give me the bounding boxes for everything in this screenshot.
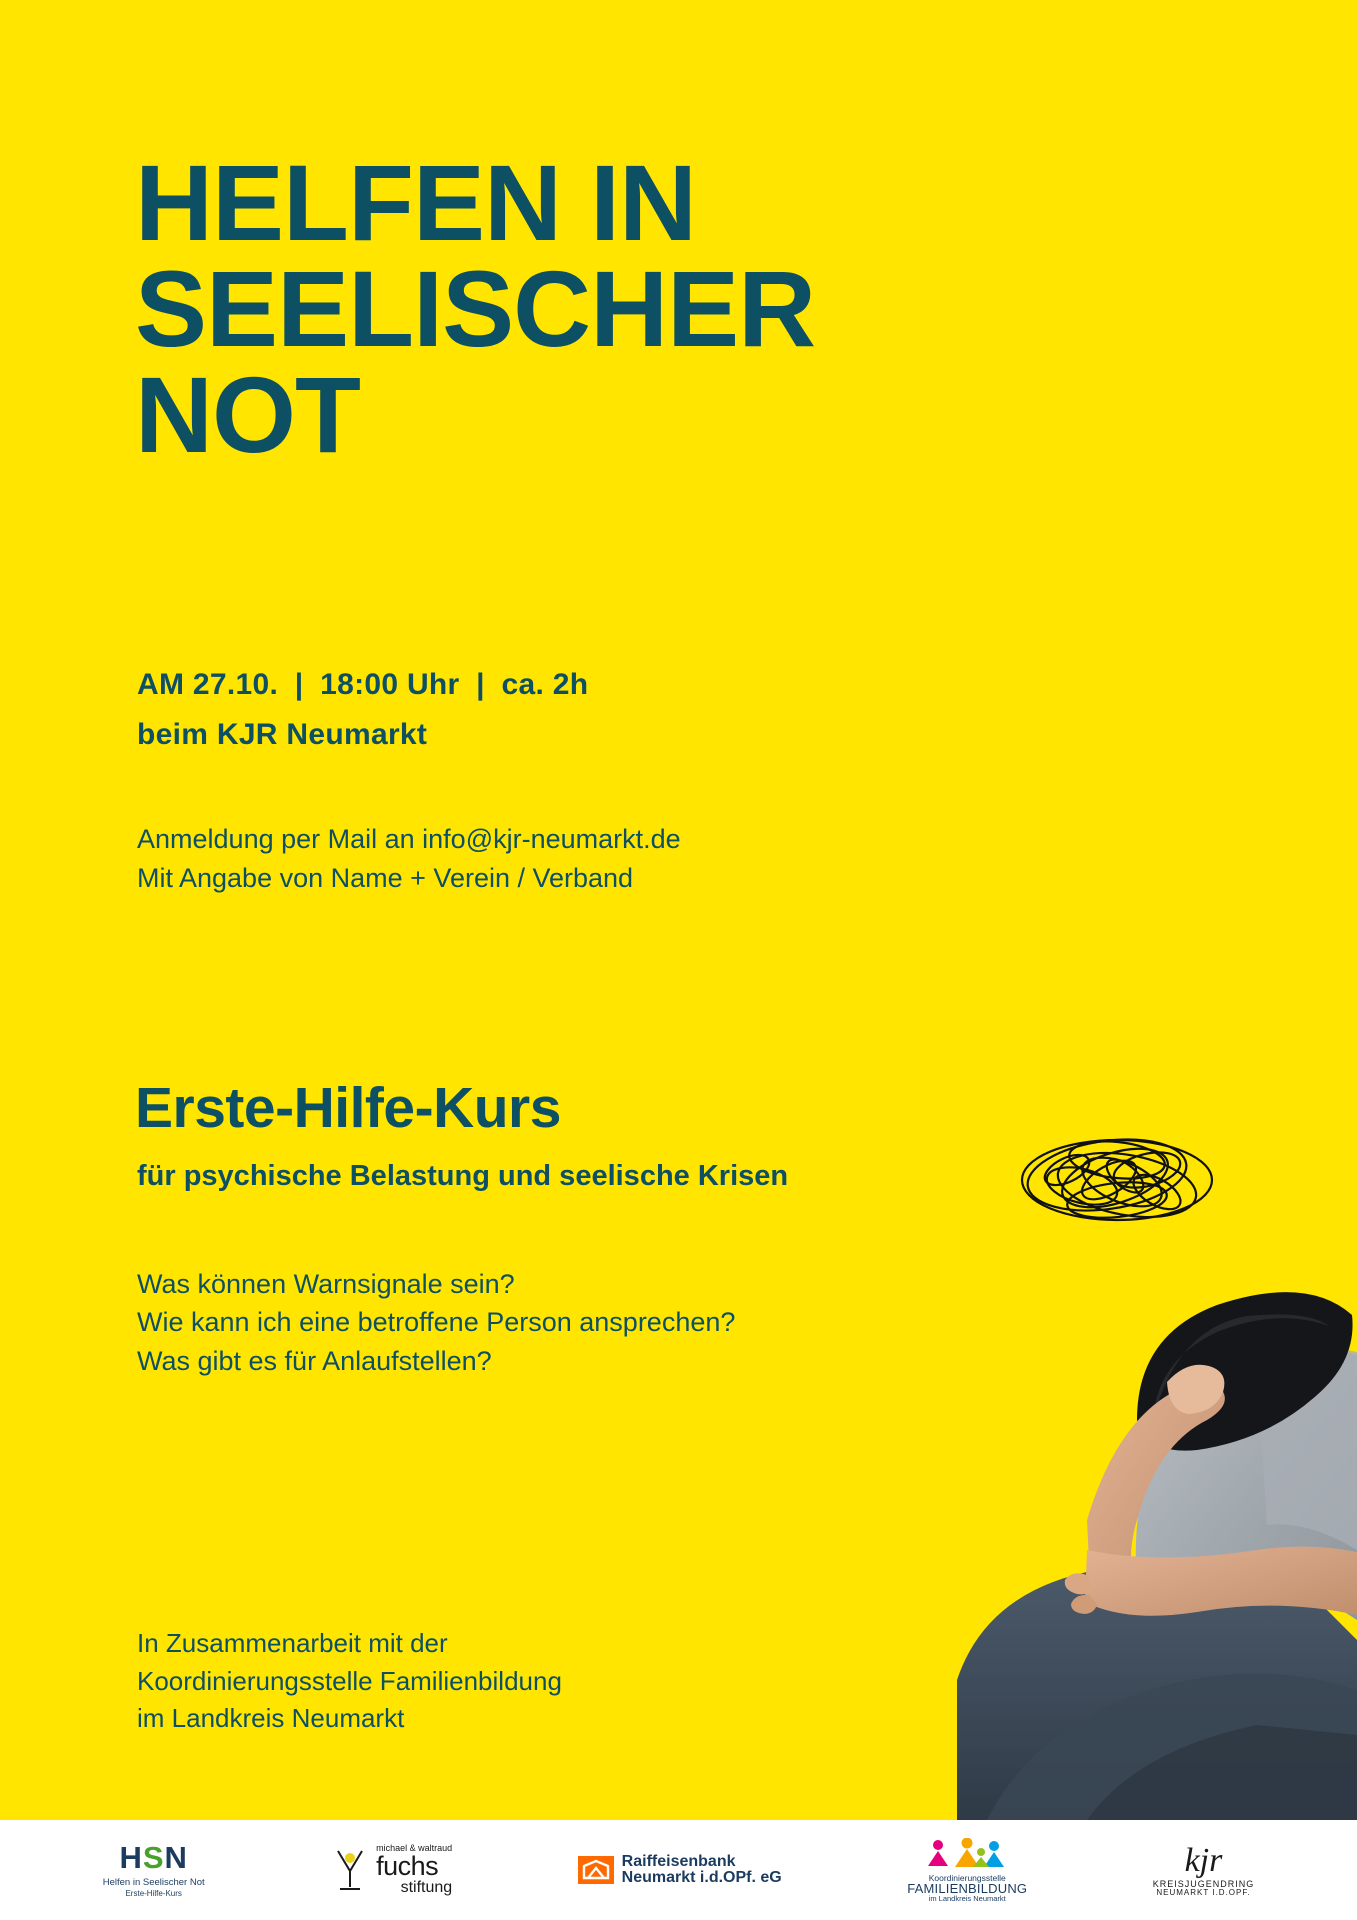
event-duration: ca. 2h (501, 668, 589, 701)
family-figures-icon (922, 1838, 1012, 1868)
partner-line-3: im Landkreis Neumarkt (137, 1703, 405, 1734)
registration-line-2: Mit Angabe von Name + Verein / Verband (137, 863, 634, 894)
headline-line-2: SEELISCHER (135, 247, 816, 369)
logo-kjr-line-1: KREISJUGENDRING (1152, 1878, 1255, 1889)
logo-hsn-h: H (119, 1840, 143, 1876)
logo-fuchs-name: fuchs (376, 1851, 439, 1881)
headline-line-3: NOT (135, 353, 360, 475)
question-2: Wie kann ich eine betroffene Person ansprechen? (137, 1307, 736, 1338)
event-details (137, 660, 588, 759)
logo-koordinierungsstelle (907, 1838, 1027, 1903)
logo-fuchs-stiftung (330, 1844, 452, 1896)
logo-koordinierungsstelle-line-2: FAMILIENBILDUNG (907, 1881, 1028, 1896)
partner-line-1: In Zusammenarbeit mit der (137, 1628, 448, 1658)
course-questions (137, 1265, 735, 1380)
logo-fuchs-text (376, 1844, 452, 1896)
logo-kjr (1152, 1841, 1255, 1897)
registration-info (137, 820, 681, 898)
question-1: Was können Warnsignale sein? (137, 1269, 515, 1299)
partner-note (137, 1625, 562, 1738)
footer-logos (0, 1820, 1357, 1920)
partner-line-2: Koordinierungsstelle Familienbildung (137, 1665, 562, 1696)
logo-hsn-subtitle-2: Erste-Hilfe-Kurs (125, 1888, 182, 1898)
logo-koordinierungsstelle-line-1: Koordinierungsstelle (928, 1872, 1006, 1883)
logo-raiffeisenbank-text (622, 1854, 782, 1886)
separator-1: | (294, 668, 304, 701)
course-subtitle: für psychische Belastung und seelische Krisen (137, 1160, 789, 1192)
logo-hsn (103, 1842, 205, 1898)
logo-hsn-initials (103, 1840, 205, 1876)
logo-raiffeisenbank (578, 1854, 782, 1886)
scribble-icon (997, 1120, 1237, 1240)
logo-kjr-wordmark: kjr (1184, 1841, 1223, 1879)
logo-hsn-s: S (142, 1840, 165, 1876)
event-time: 18:00 Uhr (320, 668, 460, 701)
logo-kjr-line-2: NEUMARKT I.D.OPF. (1156, 1887, 1251, 1897)
course-title: Erste-Hilfe-Kurs (135, 1076, 561, 1140)
event-location: beim KJR Neumarkt (137, 717, 428, 751)
logo-hsn-subtitle-1: Helfen in Seelischer Not (102, 1877, 205, 1889)
question-3: Was gibt es für Anlaufstellen? (137, 1345, 492, 1376)
logo-raiffeisenbank-line-1: Raiffeisenbank (621, 1853, 736, 1870)
logo-koordinierungsstelle-line-3: im Landkreis Neumarkt (928, 1894, 1006, 1903)
raiffeisen-gable-cross-icon (578, 1856, 614, 1884)
event-datetime-row (137, 660, 588, 710)
separator-2: | (476, 668, 485, 701)
registration-line-1: Anmeldung per Mail an info@kjr-neumarkt.de (137, 824, 681, 854)
logo-fuchs-small: michael & waltraud (376, 1843, 453, 1853)
logo-raiffeisenbank-line-2: Neumarkt i.d.OPf. eG (621, 1869, 782, 1886)
event-date: AM 27.10. (137, 668, 279, 701)
headline-line-1: HELFEN IN (135, 142, 697, 263)
logo-fuchs-kind: stiftung (400, 1879, 453, 1896)
logo-hsn-n: N (164, 1840, 188, 1876)
chalice-icon (330, 1847, 370, 1893)
page-title (135, 142, 1145, 475)
